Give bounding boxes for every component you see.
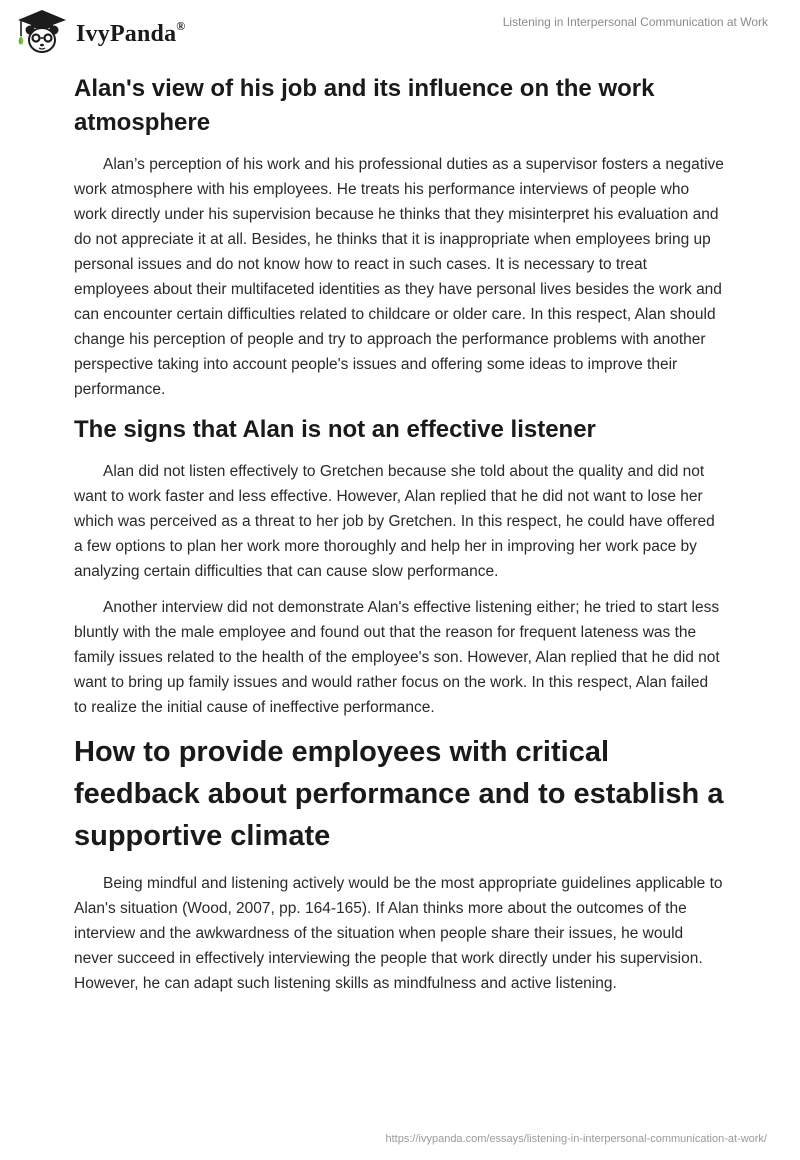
paragraph: Alan’s perception of his work and his professional duties as a supervisor fosters a negative work atmosphere with his employees. He treats his performance interviews of people who work directly under his supervision because he thinks that they misinterpret his evaluation and do not appreciate it at all. Besides, he thinks that it is inappropriate when employees bring up personal issues and do not know how to react in such cases. It is necessary to treat employees about their multifaceted identities as they have personal lives besides the work and can encounter certain difficulties related to childcare or older care. In this respect, Alan should change his perception of people and try to approach the performance problems with another perspective taking into account people's issues and offering some ideas to improve their performance.	[74, 156, 724, 398]
section-heading: The signs that Alan is not an effective listener	[74, 416, 596, 443]
source-url[interactable]: https://ivypanda.com/essays/listening-in-interpersonal-communication-at-work/	[385, 1133, 767, 1145]
paragraph: Another interview did not demonstrate Alan's effective listening either; he tried to start less bluntly with the male employee and found out that the reason for frequent lateness was the family issues related to the health of the employee's son. However, Alan replied that he did not want to bring up family issues and would rather focus on the work. In this respect, Alan failed to realize the initial cause of ineffective performance.	[74, 599, 720, 716]
section-listener-signs	[74, 413, 724, 720]
header	[0, 0, 800, 64]
section-critical-feedback	[74, 731, 724, 996]
document-title: Listening in Interpersonal Communication at Work	[502, 15, 768, 29]
brand-name: IvyPanda®	[76, 18, 186, 47]
brand-logo[interactable]	[14, 8, 185, 56]
panda-graduate-icon	[14, 8, 70, 56]
paragraph: Alan did not listen effectively to Gretchen because she told about the quality and did not want to work faster and less effective. However, Alan replied that he did not want to lose her which was perceived as a threat to her job by Gretchen. In this respect, he could have offered a few options to plan her work more thoroughly and help her in improving her work pace by analyzing certain difficulties that can cause slow performance.	[74, 463, 715, 580]
section-alans-view	[74, 72, 724, 402]
section-heading: Alan's view of his job and its influence on the work atmosphere	[74, 75, 655, 136]
article-body	[74, 72, 724, 1007]
paragraph: Being mindful and listening actively would be the most appropriate guidelines applicable to Alan's situation (Wood, 2007, pp. 164-165). If Alan thinks more about the outcomes of the interview and the awkwardness of the situation when people share their issues, he would never succeed in effectively interviewing the people that work directly under his supervision. However, he can adapt such listening skills as mindfulness and active listening.	[74, 875, 723, 992]
section-heading: How to provide employees with critical feedback about performance and to establish a supportive climate	[74, 736, 724, 852]
